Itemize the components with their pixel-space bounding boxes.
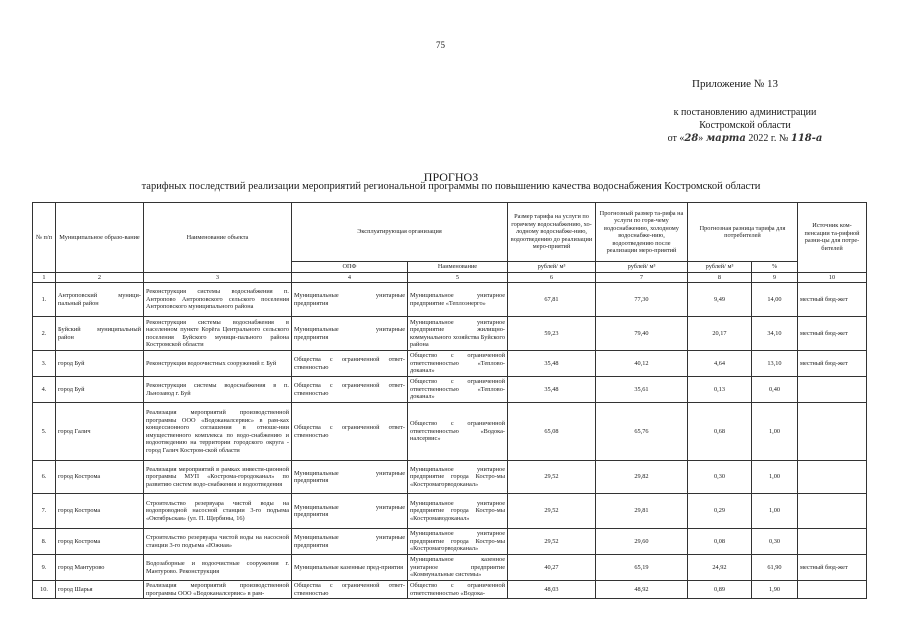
tariff-diff: 20,17 [688,317,752,351]
object-name: Реализация мероприятий производственной программы ООО «Водоканалсервис» в рам-ках концессионного соглашения в отноше-нии имущественного комплекса по водо-снабжению и водоотведению на территории городского округа - город Галич Костром-ской области [144,403,292,461]
municipality: Буйский муниципальный район [56,317,144,351]
tariff-after: 29,60 [596,529,688,555]
operator-name: Муниципальное унитарное предприятие города Костро-мы «Костромагорводоканал» [408,461,508,494]
document-title: ПРОГНОЗ [423,170,479,184]
handwritten-month: марта [705,133,746,144]
tariff-diff-percent: 1,90 [752,581,798,599]
operator-opf: Общества с ограниченной ответ-ственностью [292,377,408,403]
row-num: 7. [33,494,56,529]
tariff-after: 48,92 [596,581,688,599]
operator-name: Муниципальное унитарное предприятие города Костро-мы «Костромаводоканал» [408,494,508,529]
resolution-date [650,132,840,145]
compensation-source [798,494,867,529]
header-forecast: Прогнозный размер та-рифа на услуги по горя-чему водоснабжению, холодному водоснабже-нию, водоотведению после реализации меро-приятий [596,203,688,262]
row-num: 1. [33,283,56,317]
table-row [33,494,867,529]
operator-opf: Муниципальные казенные пред-приятия [292,555,408,581]
tariff-after: 35,61 [596,377,688,403]
municipality: город Кострома [56,529,144,555]
operator-opf: Общества с ограниченной ответ-ственностью [292,581,408,599]
table-row [33,351,867,377]
tariff-before: 35,48 [508,377,596,403]
operator-opf: Муниципальные унитарные предприятия [292,461,408,494]
table-row [33,403,867,461]
operator-name: Муниципальное унитарное предприятие жилищно-коммунального хозяйства Буйского района [408,317,508,351]
object-name: Строительство резервуара чистой воды на водопроводной насосной станции 3-го подъема «Октябрьская» (ул. П. Щербины, 16) [144,494,292,529]
row-num: 9. [33,555,56,581]
row-num: 4. [33,377,56,403]
compensation-source [798,377,867,403]
municipality: город Буй [56,377,144,403]
compensation-source [798,403,867,461]
appendix-label: Приложение № 13 [692,78,779,90]
colnum: 6 [508,272,596,283]
handwritten-number: 118-а [790,133,823,144]
operator-name: Муниципальное казенное унитарное предприятие «Коммунальные системы» [408,555,508,581]
object-name: Реконструкция системы водоснабжения в населенном пункте Корёга Центрального сельского поселения Буйского муници-пального района Костромской области [144,317,292,351]
object-name: Водозаборные и водоочистные сооружения г. Мантурово. Реконструкция [144,555,292,581]
tariff-diff: 24,92 [688,555,752,581]
row-num: 10. [33,581,56,599]
tariff-before: 29,52 [508,529,596,555]
tariff-diff-percent: 1,00 [752,494,798,529]
tariff-diff-percent: 1,00 [752,403,798,461]
operator-opf: Муниципальные унитарные предприятия [292,283,408,317]
colnum: 2 [56,272,144,283]
forecast-table [32,202,867,599]
municipality: город Мантурово [56,555,144,581]
operator-opf: Общества с ограниченной ответ-ственностью [292,403,408,461]
tariff-after: 40,12 [596,351,688,377]
tariff-before: 29,52 [508,494,596,529]
handwritten-day: 28 [684,133,699,144]
tariff-after: 29,81 [596,494,688,529]
colnum: 10 [798,272,867,283]
tariff-diff-percent: 0,40 [752,377,798,403]
tariff-before: 48,03 [508,581,596,599]
tariff-before: 59,23 [508,317,596,351]
tariff-after: 65,19 [596,555,688,581]
municipality: город Галич [56,403,144,461]
colnum: 5 [408,272,508,283]
compensation-source: местный бюд-жет [798,351,867,377]
table-row [33,529,867,555]
table-row [33,317,867,351]
document-subtitle: тарифных последствий реализации мероприятий региональной программы по повышению качества водоснабжения Костромской области [141,181,761,192]
tariff-diff: 0,68 [688,403,752,461]
colnum: 1 [33,272,56,283]
operator-name: Муниципальное унитарное предприятие города Костро-мы «Костромагорводоканал» [408,529,508,555]
tariff-after: 29,82 [596,461,688,494]
tariff-before: 67,81 [508,283,596,317]
operator-name: Общество с ограниченной ответственностью «Теплово-доканал» [408,351,508,377]
tariff-diff-percent: 1,00 [752,461,798,494]
operator-name: Общество с ограниченной ответственностью «Водока- [408,581,508,599]
compensation-source: местный бюд-жет [798,555,867,581]
tariff-before: 29,52 [508,461,596,494]
object-name: Строительство резервуара чистой воды на насосной станции 3-го подъема «Южная» [144,529,292,555]
header-percent: % [752,262,798,273]
municipality: город Буй [56,351,144,377]
tariff-before: 65,08 [508,403,596,461]
tariff-diff: 0,89 [688,581,752,599]
header-tariff: Размер тарифа на услуги по горячему водоснабжению, хо-лодному водоснабже-нию, водоотведению до реализации меро-приятий [508,203,596,262]
colnum: 7 [596,272,688,283]
resolution-block [650,106,840,145]
tariff-diff-percent: 14,00 [752,283,798,317]
tariff-diff: 0,30 [688,461,752,494]
operator-opf: Общества с ограниченной ответ-ственностью [292,351,408,377]
row-num: 6. [33,461,56,494]
object-name: Реконструкция системы водоснабжения п. Антропово Антроповского сельского поселения Антроповского муниципального района [144,283,292,317]
header-object: Наименование объекта [144,203,292,273]
tariff-diff: 9,49 [688,283,752,317]
tariff-after: 79,40 [596,317,688,351]
operator-opf: Муниципальные унитарные предприятия [292,494,408,529]
object-name: Реконструкция водоочистных сооружений г. Буй [144,351,292,377]
tariff-diff: 0,29 [688,494,752,529]
header-opf: ОПФ [292,262,408,273]
header-unit: рублей/ м³ [688,262,752,273]
municipality: город Кострома [56,461,144,494]
header-diff: Прогнозная разница тарифа для потребителей [688,203,798,262]
object-name: Реализация мероприятий производственной программы ООО «Водоканалсервис» в рам- [144,581,292,599]
tariff-diff: 0,08 [688,529,752,555]
tariff-diff-percent: 0,30 [752,529,798,555]
operator-name: Муниципальное унитарное предприятие «Теплоэнерго» [408,283,508,317]
colnum: 3 [144,272,292,283]
object-name: Реконструкция системы водоснабжения в п. Льнозавод г. Буй [144,377,292,403]
header-operator: Эксплуатирующая организация [292,203,508,262]
municipality: Антроповский муници-пальный район [56,283,144,317]
table-row [33,581,867,599]
table-row [33,461,867,494]
resolution-line1: к постановлению администрации [673,107,817,118]
operator-name: Общество с ограниченной ответственностью «Водока-налсервис» [408,403,508,461]
tariff-after: 65,76 [596,403,688,461]
colnum: 4 [292,272,408,283]
compensation-source: местный бюд-жет [798,283,867,317]
tariff-before: 35,48 [508,351,596,377]
table-row [33,283,867,317]
municipality: город Кострома [56,494,144,529]
resolution-line2: Костромской области [699,120,791,131]
compensation-source [798,461,867,494]
colnum: 8 [688,272,752,283]
compensation-source: местный бюд-жет [798,317,867,351]
row-num: 3. [33,351,56,377]
compensation-source [798,581,867,599]
row-num: 5. [33,403,56,461]
header-num: № п/п [33,203,56,273]
operator-opf: Муниципальные унитарные предприятия [292,529,408,555]
object-name: Реализация мероприятий в рамках инвести-ционной программы МУП «Кострома-городоканал» по развитию систем водо-снабжения и водоотведения [144,461,292,494]
header-source: Источник ком-пенсации та-рифной разни-цы для потре-бителей [798,203,867,273]
table-row [33,377,867,403]
tariff-diff-percent: 61,90 [752,555,798,581]
row-num: 2. [33,317,56,351]
tariff-diff-percent: 13,10 [752,351,798,377]
municipality: город Шарья [56,581,144,599]
colnum: 9 [752,272,798,283]
header-unit: рублей/ м³ [508,262,596,273]
tariff-diff: 0,13 [688,377,752,403]
month-sep: » [698,133,706,144]
row-num: 8. [33,529,56,555]
tariff-diff-percent: 34,10 [752,317,798,351]
tariff-before: 40,27 [508,555,596,581]
operator-opf: Муниципальные унитарные предприятия [292,317,408,351]
header-unit: рублей/ м³ [596,262,688,273]
page-number: 75 [436,40,445,50]
tariff-diff: 4,64 [688,351,752,377]
year-sep: 2022 г. № [745,133,791,144]
header-name: Наименование [408,262,508,273]
operator-name: Общество с ограниченной ответственностью «Теплово-доканал» [408,377,508,403]
tariff-after: 77,30 [596,283,688,317]
compensation-source [798,529,867,555]
header-municipality: Муниципальное образо-вание [56,203,144,273]
date-prefix: от « [667,133,685,144]
table-row [33,555,867,581]
